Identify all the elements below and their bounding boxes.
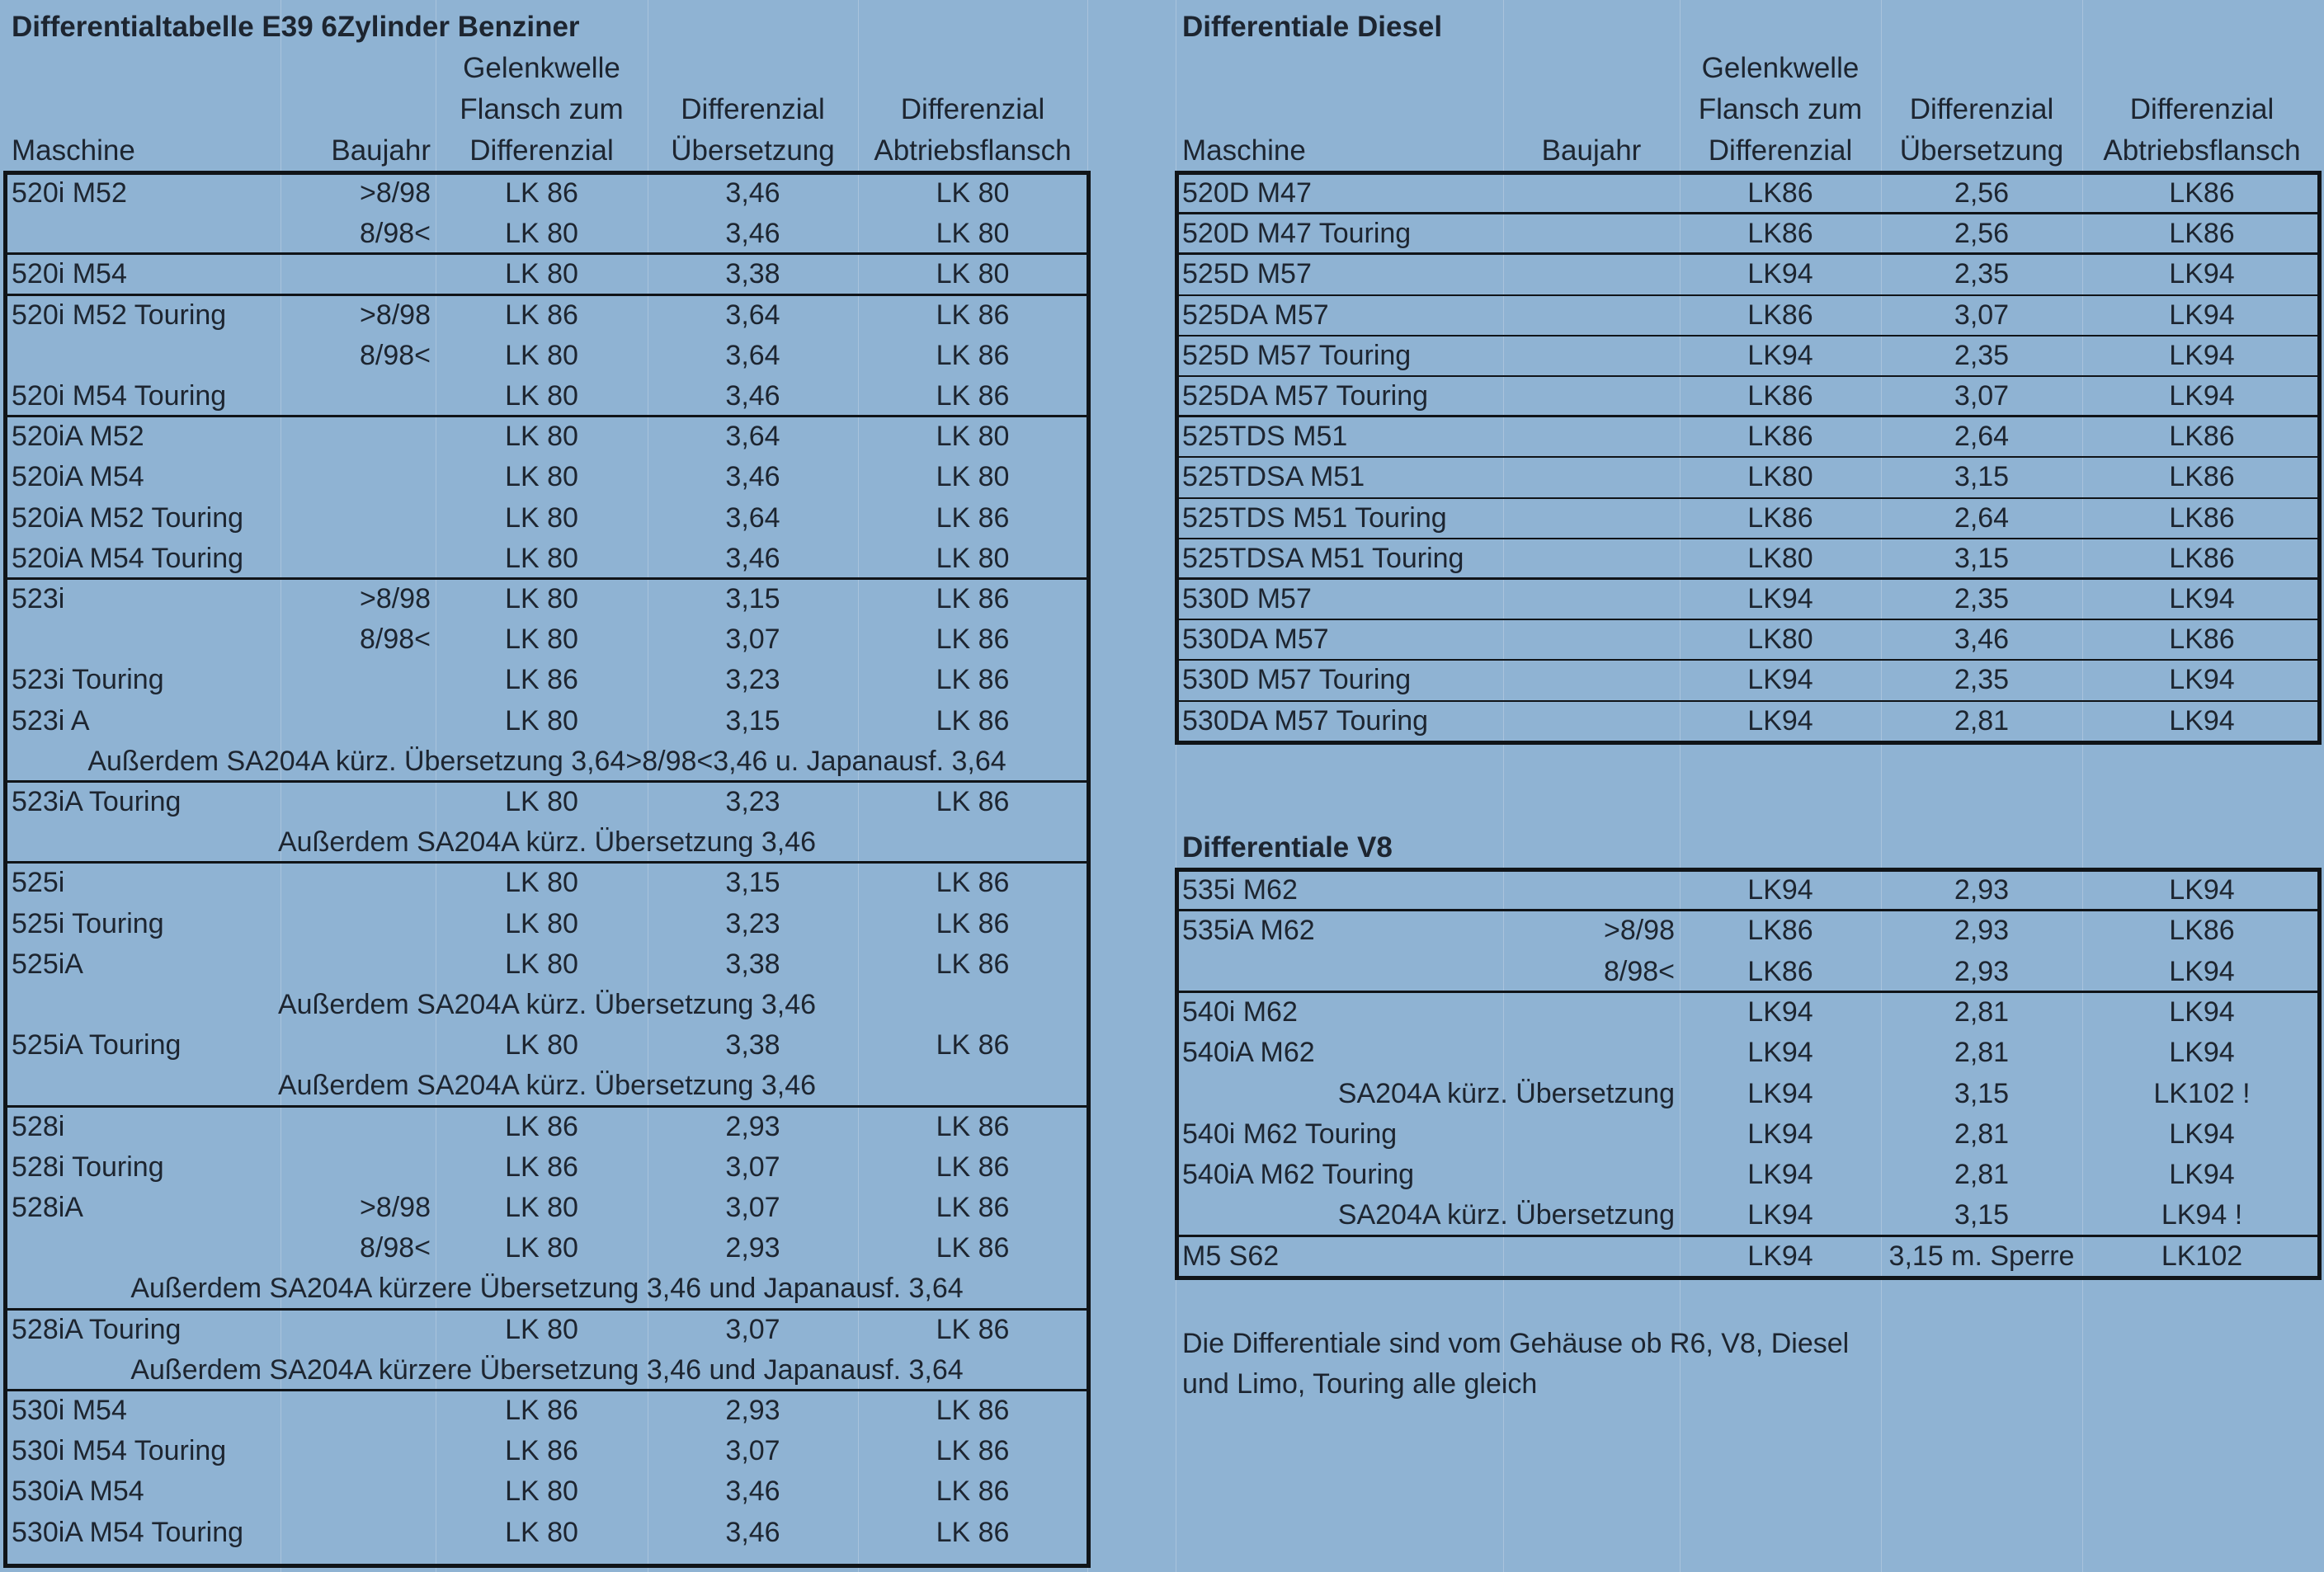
uebersetzung-cell: 3,23 <box>725 786 780 817</box>
baujahr-cell: >8/98 <box>359 299 431 331</box>
gelenkwelle-cell: LK94 <box>1747 583 1813 614</box>
engine-cell: 528iA <box>12 1192 83 1223</box>
gelenkwelle-cell: LK 80 <box>505 624 578 655</box>
uebersetzung-cell: 2,93 <box>1954 956 2010 987</box>
uebersetzung-cell: 2,56 <box>1954 218 2010 249</box>
engine-cell: 530DA M57 Touring <box>1182 705 1429 737</box>
abtrieb-cell: LK 86 <box>936 299 1010 331</box>
left-table-border <box>3 171 1091 1568</box>
abtrieb-cell: LK94 <box>2169 1159 2235 1190</box>
uebersetzung-cell: 3,23 <box>725 664 780 695</box>
abtrieb-cell: LK 86 <box>936 786 1010 817</box>
abtrieb-cell: LK94 ! <box>2161 1199 2243 1231</box>
engine-cell: 540i M62 <box>1182 996 1298 1028</box>
engine-cell: 525DA M57 <box>1182 299 1329 331</box>
gelenkwelle-cell: LK 80 <box>505 380 578 412</box>
gelenkwelle-cell: LK86 <box>1747 380 1813 412</box>
uebersetzung-cell: 2,35 <box>1954 340 2010 371</box>
gelenkwelle-cell: LK 80 <box>505 705 578 737</box>
diesel-header-gelenk-1: Gelenkwelle <box>1701 52 1860 84</box>
engine-cell: 530D M57 Touring <box>1182 664 1412 695</box>
abtrieb-cell: LK 86 <box>936 1192 1010 1223</box>
note-row: Außerdem SA204A kürzere Übersetzung 3,46 und Japanausf. 3,64 <box>130 1354 964 1386</box>
uebersetzung-cell: 2,93 <box>725 1395 780 1426</box>
uebersetzung-cell: 2,93 <box>1954 915 2010 946</box>
abtrieb-cell: LK86 <box>2169 502 2235 534</box>
engine-cell: 525D M57 Touring <box>1182 340 1412 371</box>
abtrieb-cell: LK94 <box>2169 583 2235 614</box>
diesel-header-gelenk-3: Differenzial <box>1708 134 1853 167</box>
gelenkwelle-cell: LK86 <box>1747 177 1813 209</box>
engine-cell: 520i M54 Touring <box>12 380 227 412</box>
uebersetzung-cell: 2,93 <box>725 1111 780 1142</box>
abtrieb-cell: LK 86 <box>936 340 1010 371</box>
gelenkwelle-cell: LK94 <box>1747 664 1813 695</box>
uebersetzung-cell: 3,15 <box>725 867 780 898</box>
abtrieb-cell: LK 80 <box>936 258 1010 289</box>
uebersetzung-cell: 2,35 <box>1954 583 2010 614</box>
v8-table-title: Differentiale V8 <box>1182 831 1393 864</box>
engine-cell: 520iA M54 Touring <box>12 543 244 574</box>
diesel-header-abtrieb-2: Abtriebsflansch <box>2103 134 2301 167</box>
baujahr-cell: 8/98< <box>359 218 431 249</box>
gelenkwelle-cell: LK 80 <box>505 218 578 249</box>
uebersetzung-cell: 2,56 <box>1954 177 2010 209</box>
diesel-header-diff-1: Differenzial <box>1909 93 2054 125</box>
engine-cell: 525TDSA M51 <box>1182 461 1365 492</box>
abtrieb-cell: LK 86 <box>936 624 1010 655</box>
abtrieb-cell: LK 80 <box>936 177 1010 209</box>
gelenkwelle-cell: LK86 <box>1747 218 1813 249</box>
left-header-baujahr: Baujahr <box>331 134 431 167</box>
abtrieb-cell: LK 86 <box>936 948 1010 980</box>
uebersetzung-cell: 3,15 <box>1954 543 2010 574</box>
abtrieb-cell: LK 86 <box>936 867 1010 898</box>
abtrieb-cell: LK86 <box>2169 421 2235 452</box>
engine-cell: 535iA M62 <box>1182 915 1315 946</box>
uebersetzung-cell: 3,46 <box>725 380 780 412</box>
abtrieb-cell: LK 86 <box>936 1232 1010 1264</box>
footnote-line-2: und Limo, Touring alle gleich <box>1182 1368 1538 1400</box>
baujahr-cell: 8/98< <box>359 340 431 371</box>
abtrieb-cell: LK 86 <box>936 705 1010 737</box>
gelenkwelle-cell: LK94 <box>1747 1037 1813 1068</box>
abtrieb-cell: LK86 <box>2169 624 2235 655</box>
uebersetzung-cell: 3,38 <box>725 1029 780 1061</box>
uebersetzung-cell: 3,15 <box>1954 461 2010 492</box>
engine-cell: 525TDS M51 Touring <box>1182 502 1447 534</box>
engine-cell: 525i <box>12 867 65 898</box>
abtrieb-cell: LK86 <box>2169 915 2235 946</box>
abtrieb-cell: LK102 ! <box>2153 1078 2251 1109</box>
engine-cell: 530D M57 <box>1182 583 1312 614</box>
engine-cell: 528i Touring <box>12 1151 164 1183</box>
uebersetzung-cell: 2,81 <box>1954 705 2010 737</box>
abtrieb-cell: LK94 <box>2169 1118 2235 1150</box>
diesel-header-abtrieb-1: Differenzial <box>2129 93 2275 125</box>
gelenkwelle-cell: LK94 <box>1747 1159 1813 1190</box>
gelenkwelle-cell: LK94 <box>1747 1199 1813 1231</box>
uebersetzung-cell: 2,81 <box>1954 1118 2010 1150</box>
uebersetzung-cell: 3,23 <box>725 908 780 939</box>
uebersetzung-cell: 3,07 <box>725 1151 780 1183</box>
uebersetzung-cell: 2,64 <box>1954 421 2010 452</box>
engine-cell: 530i M54 Touring <box>12 1435 227 1466</box>
sa-option-cell: SA204A kürz. Übersetzung <box>1337 1078 1675 1109</box>
gelenkwelle-cell: LK 86 <box>505 177 578 209</box>
gelenkwelle-cell: LK86 <box>1747 502 1813 534</box>
gelenkwelle-cell: LK 86 <box>505 664 578 695</box>
baujahr-cell: 8/98< <box>359 624 431 655</box>
gelenkwelle-cell: LK 80 <box>505 1029 578 1061</box>
gelenkwelle-cell: LK94 <box>1747 258 1813 289</box>
gelenkwelle-cell: LK 86 <box>505 1435 578 1466</box>
baujahr-cell: >8/98 <box>1603 915 1675 946</box>
uebersetzung-cell: 3,07 <box>725 1314 780 1345</box>
engine-cell: M5 S62 <box>1182 1240 1280 1272</box>
engine-cell: 520D M47 Touring <box>1182 218 1412 249</box>
gelenkwelle-cell: LK 86 <box>505 1395 578 1426</box>
abtrieb-cell: LK 86 <box>936 1111 1010 1142</box>
note-row: Außerdem SA204A kürz. Übersetzung 3,46 <box>277 989 817 1020</box>
gelenkwelle-cell: LK80 <box>1747 543 1813 574</box>
uebersetzung-cell: 3,46 <box>725 1517 780 1548</box>
abtrieb-cell: LK 80 <box>936 461 1010 492</box>
note-row: Außerdem SA204A kürz. Übersetzung 3,64>8/98<3,46 u. Japanausf. 3,64 <box>87 746 1006 777</box>
abtrieb-cell: LK 86 <box>936 1151 1010 1183</box>
uebersetzung-cell: 2,35 <box>1954 258 2010 289</box>
uebersetzung-cell: 3,46 <box>725 218 780 249</box>
abtrieb-cell: LK 86 <box>936 1314 1010 1345</box>
gelenkwelle-cell: LK 80 <box>505 1314 578 1345</box>
uebersetzung-cell: 3,46 <box>725 1476 780 1507</box>
engine-cell: 520iA M52 <box>12 421 144 452</box>
gelenkwelle-cell: LK 80 <box>505 867 578 898</box>
engine-cell: 520i M54 <box>12 258 127 289</box>
left-header-maschine: Maschine <box>12 134 135 167</box>
engine-cell: 530iA M54 Touring <box>12 1517 244 1548</box>
left-header-diff-2: Übersetzung <box>671 134 835 167</box>
diesel-header-maschine: Maschine <box>1182 134 1306 167</box>
abtrieb-cell: LK86 <box>2169 177 2235 209</box>
abtrieb-cell: LK 86 <box>936 664 1010 695</box>
engine-cell: 523i Touring <box>12 664 164 695</box>
uebersetzung-cell: 3,64 <box>725 340 780 371</box>
uebersetzung-cell: 2,81 <box>1954 996 2010 1028</box>
abtrieb-cell: LK94 <box>2169 956 2235 987</box>
gelenkwelle-cell: LK 80 <box>505 258 578 289</box>
left-table-title: Differentialtabelle E39 6Zylinder Benziner <box>12 11 580 43</box>
uebersetzung-cell: 3,07 <box>1954 299 2010 331</box>
baujahr-cell: >8/98 <box>359 177 431 209</box>
abtrieb-cell: LK102 <box>2161 1240 2243 1272</box>
note-row: Außerdem SA204A kürz. Übersetzung 3,46 <box>277 1070 817 1101</box>
abtrieb-cell: LK 80 <box>936 218 1010 249</box>
gelenkwelle-cell: LK 80 <box>505 340 578 371</box>
gelenkwelle-cell: LK 80 <box>505 948 578 980</box>
abtrieb-cell: LK 80 <box>936 543 1010 574</box>
left-header-abtrieb-2: Abtriebsflansch <box>874 134 1072 167</box>
gelenkwelle-cell: LK 80 <box>505 461 578 492</box>
uebersetzung-cell: 2,93 <box>1954 874 2010 906</box>
gelenkwelle-cell: LK 80 <box>505 543 578 574</box>
gelenkwelle-cell: LK94 <box>1747 1118 1813 1150</box>
abtrieb-cell: LK 86 <box>936 1395 1010 1426</box>
uebersetzung-cell: 3,64 <box>725 299 780 331</box>
abtrieb-cell: LK 80 <box>936 421 1010 452</box>
abtrieb-cell: LK94 <box>2169 705 2235 737</box>
left-header-gelenk-1: Gelenkwelle <box>463 52 620 84</box>
gelenkwelle-cell: LK 80 <box>505 1517 578 1548</box>
uebersetzung-cell: 2,93 <box>725 1232 780 1264</box>
engine-cell: 520i M52 <box>12 177 127 209</box>
uebersetzung-cell: 3,15 <box>1954 1078 2010 1109</box>
diesel-header-diff-2: Übersetzung <box>1899 134 2064 167</box>
gelenkwelle-cell: LK86 <box>1747 956 1813 987</box>
abtrieb-cell: LK94 <box>2169 874 2235 906</box>
diesel-header-gelenk-2: Flansch zum <box>1698 93 1863 125</box>
abtrieb-cell: LK 86 <box>936 583 1010 614</box>
v8-table-border <box>1175 868 2322 1280</box>
gelenkwelle-cell: LK94 <box>1747 1240 1813 1272</box>
left-header-abtrieb-1: Differenzial <box>900 93 1045 125</box>
gelenkwelle-cell: LK 86 <box>505 299 578 331</box>
uebersetzung-cell: 3,15 m. Sperre <box>1888 1240 2075 1272</box>
gelenkwelle-cell: LK 86 <box>505 1111 578 1142</box>
gelenkwelle-cell: LK 86 <box>505 1151 578 1183</box>
gelenkwelle-cell: LK94 <box>1747 874 1813 906</box>
uebersetzung-cell: 3,46 <box>725 177 780 209</box>
uebersetzung-cell: 3,38 <box>725 948 780 980</box>
uebersetzung-cell: 3,15 <box>725 705 780 737</box>
engine-cell: 520D M47 <box>1182 177 1312 209</box>
gelenkwelle-cell: LK 80 <box>505 502 578 534</box>
gelenkwelle-cell: LK 80 <box>505 583 578 614</box>
uebersetzung-cell: 2,35 <box>1954 664 2010 695</box>
baujahr-cell: >8/98 <box>359 583 431 614</box>
gelenkwelle-cell: LK94 <box>1747 340 1813 371</box>
engine-cell: 525i Touring <box>12 908 164 939</box>
gelenkwelle-cell: LK 80 <box>505 786 578 817</box>
footnote-line-1: Die Differentiale sind vom Gehäuse ob R6, V8, Diesel <box>1182 1328 1850 1359</box>
engine-cell: 520iA M52 Touring <box>12 502 244 534</box>
engine-cell: 523iA Touring <box>12 786 181 817</box>
engine-cell: 525iA <box>12 948 83 980</box>
gelenkwelle-cell: LK 80 <box>505 1476 578 1507</box>
gelenkwelle-cell: LK94 <box>1747 1078 1813 1109</box>
gelenkwelle-cell: LK86 <box>1747 915 1813 946</box>
uebersetzung-cell: 3,46 <box>725 543 780 574</box>
left-header-gelenk-2: Flansch zum <box>460 93 624 125</box>
engine-cell: 525DA M57 Touring <box>1182 380 1429 412</box>
gelenkwelle-cell: LK94 <box>1747 705 1813 737</box>
engine-cell: 525iA Touring <box>12 1029 181 1061</box>
gelenkwelle-cell: LK86 <box>1747 421 1813 452</box>
abtrieb-cell: LK 86 <box>936 380 1010 412</box>
abtrieb-cell: LK 86 <box>936 1517 1010 1548</box>
abtrieb-cell: LK 86 <box>936 908 1010 939</box>
uebersetzung-cell: 2,81 <box>1954 1037 2010 1068</box>
diesel-table-border <box>1175 171 2322 745</box>
gelenkwelle-cell: LK 80 <box>505 908 578 939</box>
abtrieb-cell: LK94 <box>2169 996 2235 1028</box>
uebersetzung-cell: 3,15 <box>725 583 780 614</box>
uebersetzung-cell: 3,46 <box>1954 624 2010 655</box>
diesel-header-baujahr: Baujahr <box>1541 134 1642 167</box>
engine-cell: 523i <box>12 583 65 614</box>
engine-cell: 530i M54 <box>12 1395 127 1426</box>
engine-cell: 528iA Touring <box>12 1314 181 1345</box>
uebersetzung-cell: 3,15 <box>1954 1199 2010 1231</box>
abtrieb-cell: LK94 <box>2169 380 2235 412</box>
engine-cell: 525D M57 <box>1182 258 1312 289</box>
note-row: Außerdem SA204A kürzere Übersetzung 3,46 und Japanausf. 3,64 <box>130 1273 964 1304</box>
left-header-gelenk-3: Differenzial <box>469 134 614 167</box>
abtrieb-cell: LK86 <box>2169 461 2235 492</box>
gelenkwelle-cell: LK86 <box>1747 299 1813 331</box>
engine-cell: 525TDSA M51 Touring <box>1182 543 1464 574</box>
note-row: Außerdem SA204A kürz. Übersetzung 3,46 <box>277 826 817 858</box>
uebersetzung-cell: 3,07 <box>725 624 780 655</box>
uebersetzung-cell: 2,81 <box>1954 1159 2010 1190</box>
abtrieb-cell: LK94 <box>2169 340 2235 371</box>
uebersetzung-cell: 3,07 <box>1954 380 2010 412</box>
engine-cell: 523i A <box>12 705 90 737</box>
abtrieb-cell: LK 86 <box>936 1435 1010 1466</box>
abtrieb-cell: LK 86 <box>936 1476 1010 1507</box>
uebersetzung-cell: 3,38 <box>725 258 780 289</box>
uebersetzung-cell: 3,64 <box>725 502 780 534</box>
engine-cell: 520iA M54 <box>12 461 144 492</box>
abtrieb-cell: LK 86 <box>936 1029 1010 1061</box>
uebersetzung-cell: 3,64 <box>725 421 780 452</box>
abtrieb-cell: LK86 <box>2169 218 2235 249</box>
gelenkwelle-cell: LK80 <box>1747 624 1813 655</box>
engine-cell: 530iA M54 <box>12 1476 144 1507</box>
engine-cell: 540i M62 Touring <box>1182 1118 1398 1150</box>
gelenkwelle-cell: LK80 <box>1747 461 1813 492</box>
engine-cell: 530DA M57 <box>1182 624 1329 655</box>
diesel-table-title: Differentiale Diesel <box>1182 11 1443 43</box>
uebersetzung-cell: 2,64 <box>1954 502 2010 534</box>
uebersetzung-cell: 3,07 <box>725 1192 780 1223</box>
sa-option-cell: SA204A kürz. Übersetzung <box>1337 1199 1675 1231</box>
abtrieb-cell: LK94 <box>2169 299 2235 331</box>
baujahr-cell: 8/98< <box>359 1232 431 1264</box>
abtrieb-cell: LK 86 <box>936 502 1010 534</box>
gelenkwelle-cell: LK 80 <box>505 1192 578 1223</box>
engine-cell: 540iA M62 Touring <box>1182 1159 1415 1190</box>
gelenkwelle-cell: LK 80 <box>505 421 578 452</box>
gelenkwelle-cell: LK 80 <box>505 1232 578 1264</box>
left-header-diff-1: Differenzial <box>681 93 825 125</box>
engine-cell: 528i <box>12 1111 65 1142</box>
uebersetzung-cell: 3,46 <box>725 461 780 492</box>
gelenkwelle-cell: LK94 <box>1747 996 1813 1028</box>
abtrieb-cell: LK86 <box>2169 543 2235 574</box>
engine-cell: 525TDS M51 <box>1182 421 1348 452</box>
abtrieb-cell: LK94 <box>2169 258 2235 289</box>
abtrieb-cell: LK94 <box>2169 664 2235 695</box>
uebersetzung-cell: 3,07 <box>725 1435 780 1466</box>
abtrieb-cell: LK94 <box>2169 1037 2235 1068</box>
baujahr-cell: >8/98 <box>359 1192 431 1223</box>
engine-cell: 520i M52 Touring <box>12 299 227 331</box>
engine-cell: 540iA M62 <box>1182 1037 1315 1068</box>
baujahr-cell: 8/98< <box>1603 956 1675 987</box>
engine-cell: 535i M62 <box>1182 874 1298 906</box>
